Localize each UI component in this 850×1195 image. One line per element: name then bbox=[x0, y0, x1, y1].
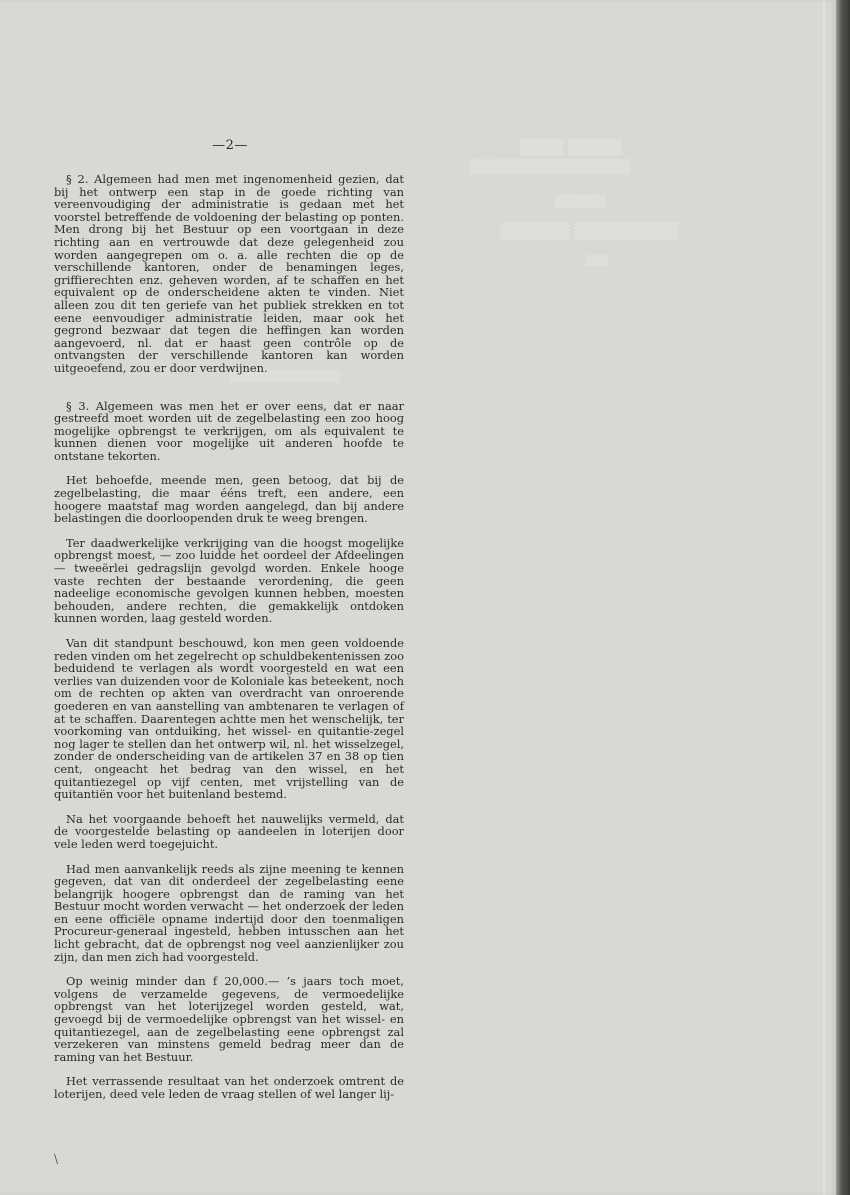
bleed-through-mark: ▒▒▒▒▒▒ bbox=[555, 195, 606, 208]
body-text bbox=[54, 173, 404, 1101]
bleed-through-mark: ▒▒▒▒▒ ▒▒▒▒ bbox=[520, 140, 622, 156]
bleed-through-mark: ▒▒▒ bbox=[585, 256, 609, 267]
corner-mark-icon: \ bbox=[54, 1152, 59, 1166]
paragraph: Had men aanvankelijk reeds als zijne meening te kennen gegeven, dat van dit onderdeel der zegelbelasting eene belangrijk hoogere opbrengst dan de raming van het Bestuur mocht worden verwacht — het onderzoek der leden en eene officiële opname indertijd door den toenmaligen Procureur-generaal ingesteld, hebben intusschen aan het licht gebracht, dat de opbrengst nog veel aanzienlijker zou zijn, dan men zich had voorgesteld. bbox=[54, 861, 404, 964]
paragraph: Op weinig minder dan f 20,000.— ’s jaars toch moet, volgens de verzamelde gegevens, de vermoedelijke opbrengst van het loterijzegel worden gesteld, wat, gevoegd bij de vermoedelijke opbrengst van het wissel- en quitantiezegel, aan de zegelbelasting eene opbrengst zal verzekeren van minstens gemeld bedrag meer dan de raming van het Bestuur. bbox=[54, 974, 404, 1064]
page-number: —2— bbox=[212, 138, 248, 153]
page-edge bbox=[836, 0, 850, 1195]
paragraph-section-2: § 2. Algemeen had men met ingenomenheid gezien, dat bij het ontwerp een stap in de goede richting van vereenvoudiging der administratie is gedaan met het voorstel betreffende de voldoening der belasting op ponten. Men drong bij het Bestuur op een voortgaan in deze richting aan en vertrouwde dat deze gelegenheid zou worden aangegrepen om o. a. alle rechten die op de verschillende kantoren, onder de benamingen leges, griffierechten enz. geheven worden, af te schaffen en het equivalent op de onderscheidene akten te vinden. Niet alleen zou dit ten geriefe van het publiek strekken en tot eene eenvoudiger administratie leiden, maar ook het gegrond bezwaar dat tegen die heffingen kan worden aangevoerd, nl. dat er haast geen contrôle op de ontvangsten der verschillende kantoren kan worden uitgeoefend, zou er door verdwijnen. bbox=[54, 172, 404, 375]
bleed-through-mark: ▒▒▒▒▒▒▒▒▒▒▒▒▒▒▒▒ bbox=[470, 160, 630, 175]
bleed-through-mark: ▒▒▒▒▒▒▒▒▒▒▒▒▒ bbox=[230, 370, 340, 383]
paragraph-section-3: § 3. Algemeen was men het er over eens, dat er naar gestreefd moet worden uit de zegelbelasting een zoo hoog mogelijke opbrengst te verkrijgen, om als equivalent te kunnen dienen voor mogelijke uit anderen hoofde te ontstane tekorten. bbox=[54, 398, 404, 463]
paragraph: Het verrassende resultaat van het onderzoek omtrent de loterijen, deed vele leden de vraag stellen of wel langer lij- bbox=[54, 1074, 404, 1101]
paragraph: Het behoefde, meende men, geen betoog, dat bij de zegelbelasting, die maar ééns treft, een andere, een hoogere maatstaf mag worden aangelegd, dan bij andere belastingen die doorloopenden druk te weeg brengen. bbox=[54, 473, 404, 526]
bleed-through-mark: ▒▒▒▒▒▒▒▒▒ ▒▒▒▒▒▒ bbox=[500, 222, 679, 240]
paragraph: Na het voorgaande behoeft het nauwelijks vermeld, dat de voorgestelde belasting op aandeelen in loterijen door vele leden werd toegejuicht. bbox=[54, 811, 404, 851]
paragraph: Ter daadwerkelijke verkrijging van die hoogst mogelijke opbrengst moest, — zoo luidde het oordeel der Afdeelingen — tweeërlei gedragslijn gevolgd worden. Enkele hooge vaste rechten der bestaande verordening, die geen nadeelige economische gevolgen kunnen hebben, moesten behouden, andere rechten, die gemakkelijk ontdoken kunnen worden, laag gesteld worden. bbox=[54, 535, 404, 626]
page-fold bbox=[823, 0, 825, 1195]
paragraph: Van dit standpunt beschouwd, kon men geen voldoende reden vinden om het zegelrecht op schuldbekentenissen zoo beduidend te verlagen als wordt voorgesteld en wat een verlies van duizenden voor de Koloniale kas beteekent, noch om de rechten op akten van overdracht van onroerende goederen en van aanstelling van ambtenaren te verlagen of at te schaffen. Daarentegen achtte men het wenschelijk, ter voorkoming van ontduiking, het wissel- en quitantie-zegel nog lager te stellen dan het ontwerp wil, nl. het wisselzegel, zonder de onderscheiding van de artikelen 37 en 38 op tien cent, ongeacht het bedrag van den wissel, en het quitantiezegel op vijf centen, met vrijstelling van de quitantiën voor het buitenland bestemd. bbox=[54, 636, 404, 802]
